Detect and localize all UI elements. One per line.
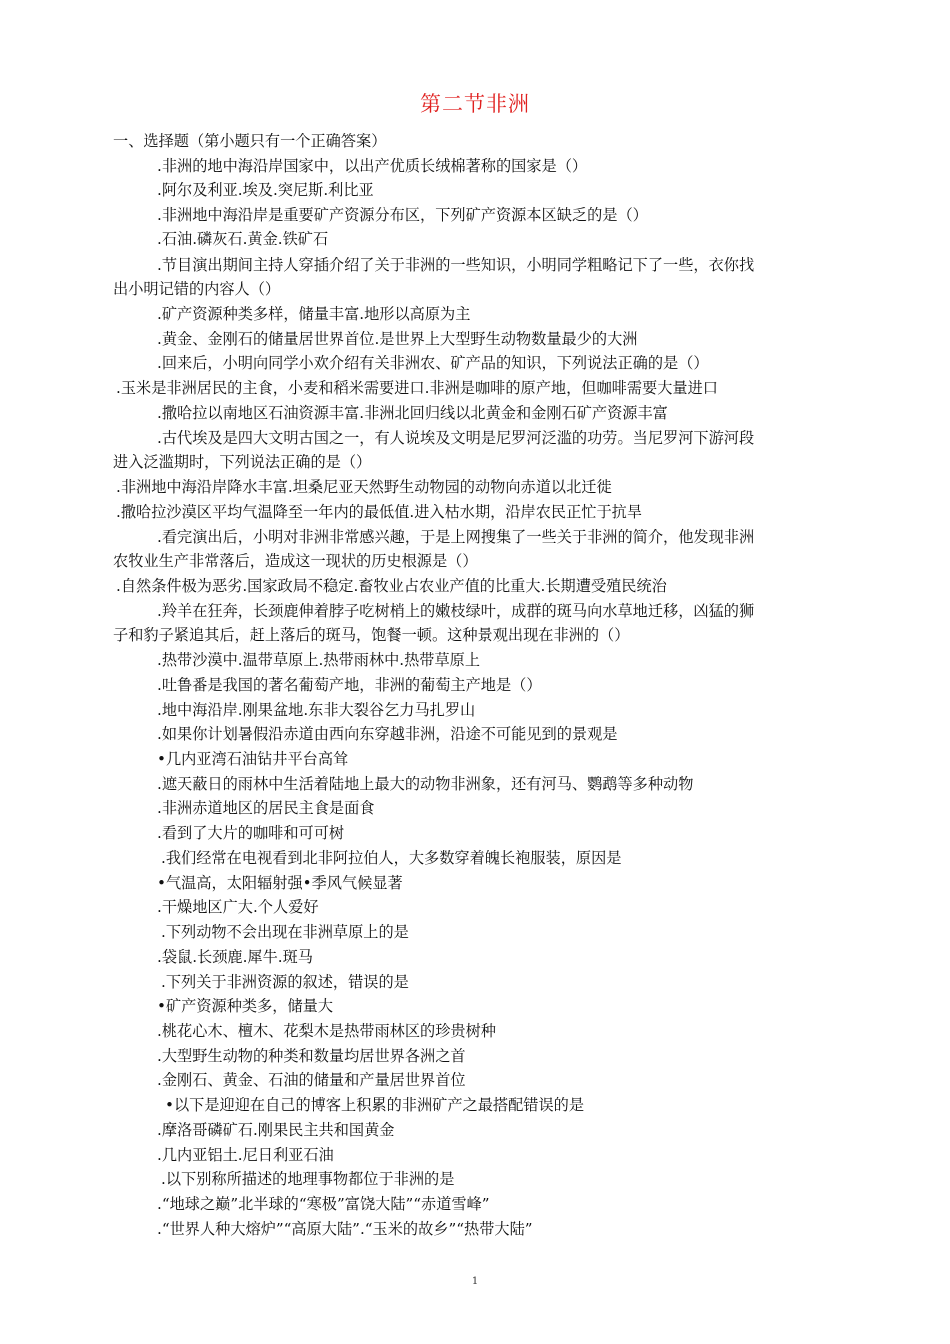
option-line: .黄金、金刚石的储量居世界首位.是世界上大型野生动物数量最少的大洲	[157, 330, 638, 348]
option-line: .石油.磷灰石.黄金.铁矿石	[157, 230, 329, 248]
option-line: .阿尔及利亚.埃及.突尼斯.利比亚	[157, 181, 374, 199]
option-line: .桃花心木、檀木、花梨木是热带雨林区的珍贵树种	[157, 1022, 496, 1040]
option-line: .矿产资源种类多样，储量丰富.地形以高原为主	[157, 305, 471, 323]
option-line: .摩洛哥磷矿石.刚果民主共和国黄金	[157, 1121, 395, 1139]
option-line: .看到了大片的咖啡和可可树	[157, 824, 345, 842]
question-line-continued: 出小明记错的内容人（）	[113, 280, 281, 298]
option-line: .非洲地中海沿岸降水丰富.坦桑尼亚天然野生动物园的动物向赤道以北迁徙	[116, 478, 612, 496]
option-line: •矿产资源种类多，储量大	[157, 997, 334, 1015]
option-line: .“世界人种大熔炉”“高原大陆”.“玉米的故乡”“热带大陆”	[157, 1220, 533, 1238]
question-line: .羚羊在狂奔，长颈鹿伸着脖子吃树梢上的嫩枝绿叶，成群的斑马向水草地迁移，凶猛的狮	[157, 602, 755, 620]
question-line-continued: 子和豹子紧追其后，赶上落后的斑马，饱餐一顿。这种景观出现在非洲的（）	[113, 626, 630, 644]
option-line: .撒哈拉以南地区石油资源丰富.非洲北回归线以北黄金和金刚石矿产资源丰富	[157, 404, 668, 422]
option-line: .金刚石、黄金、石油的储量和产量居世界首位	[157, 1071, 466, 1089]
question-line: .看完演出后，小明对非洲非常感兴趣，于是上网搜集了一些关于非洲的简介，他发现非洲	[157, 528, 755, 546]
option-line: .遮天蔽日的雨林中生活着陆地上最大的动物非洲象，还有河马、鹦鹉等多种动物	[157, 775, 694, 793]
question-line: .以下别称所描述的地理事物都位于非洲的是	[161, 1170, 455, 1188]
option-line: •气温高，太阳辐射强•季风气候显著	[157, 874, 403, 892]
question-line: .如果你计划暑假沿赤道由西向东穿越非洲，沿途不可能见到的景观是	[157, 725, 618, 743]
question-line: .下列关于非洲资源的叙述，错误的是	[161, 973, 409, 991]
section-heading: 一、选择题（第小题只有一个正确答案）	[113, 132, 387, 150]
option-line: .自然条件极为恶劣.国家政局不稳定.畜牧业占农业产值的比重大.长期遭受殖民统治	[116, 577, 667, 595]
question-line: .我们经常在电视看到北非阿拉伯人，大多数穿着魄长袍服装，原因是	[161, 849, 622, 867]
option-line: .袋鼠.长颈鹿.犀牛.斑马	[157, 948, 313, 966]
option-line: .玉米是非洲居民的主食，小麦和稻米需要进口.非洲是咖啡的原产地，但咖啡需要大量进口	[116, 379, 718, 397]
option-line: .大型野生动物的种类和数量均居世界各洲之首	[157, 1047, 466, 1065]
option-line: •几内亚湾石油钻井平台高耸	[157, 750, 349, 768]
question-line: .下列动物不会出现在非洲草原上的是	[161, 923, 409, 941]
question-line: .非洲地中海沿岸是重要矿产资源分布区，下列矿产资源本区缺乏的是（）	[157, 206, 648, 224]
option-line: .“地球之巅”北半球的“寒极”富饶大陆”“赤道雪峰”	[157, 1195, 490, 1213]
option-line: .热带沙漠中.温带草原上.热带雨林中.热带草原上	[157, 651, 481, 669]
option-line: .干燥地区广大.个人爱好	[157, 898, 319, 916]
question-line-continued: 进入泛滥期时，下列说法正确的是（）	[113, 453, 372, 471]
question-line: .吐鲁番是我国的著名葡萄产地，非洲的葡萄主产地是（）	[157, 676, 542, 694]
question-line: •以下是迎迎在自己的博客上积累的非洲矿产之最搭配错误的是	[165, 1096, 585, 1114]
question-line: .回来后，小明向同学小欢介绍有关非洲农、矿产品的知识，下列说法正确的是（）	[157, 354, 709, 372]
question-line: .非洲的地中海沿岸国家中，以出产优质长绒棉著称的国家是（）	[157, 157, 588, 175]
page-number: 1	[471, 1276, 479, 1287]
question-line: .节目演出期间主持人穿插介绍了关于非洲的一些知识，小明同学粗略记下了一些，衣你找	[157, 256, 755, 274]
question-line-continued: 农牧业生产非常落后，造成这一现状的历史根源是（）	[113, 552, 478, 570]
option-line: .非洲赤道地区的居民主食是面食	[157, 799, 375, 817]
question-line: .古代埃及是四大文明古国之一，有人说埃及文明是尼罗河泛滥的功劳。当尼罗河下游河段	[157, 429, 755, 447]
option-line: .撒哈拉沙漠区平均气温降至一年内的最低值.进入枯水期，沿岸农民正忙于抗旱	[116, 503, 643, 521]
option-line: .几内亚铝土.尼日利亚石油	[157, 1146, 334, 1164]
option-line: .地中海沿岸.刚果盆地.东非大裂谷乞力马扎罗山	[157, 701, 476, 719]
document-title: 第二节非洲	[420, 92, 530, 116]
